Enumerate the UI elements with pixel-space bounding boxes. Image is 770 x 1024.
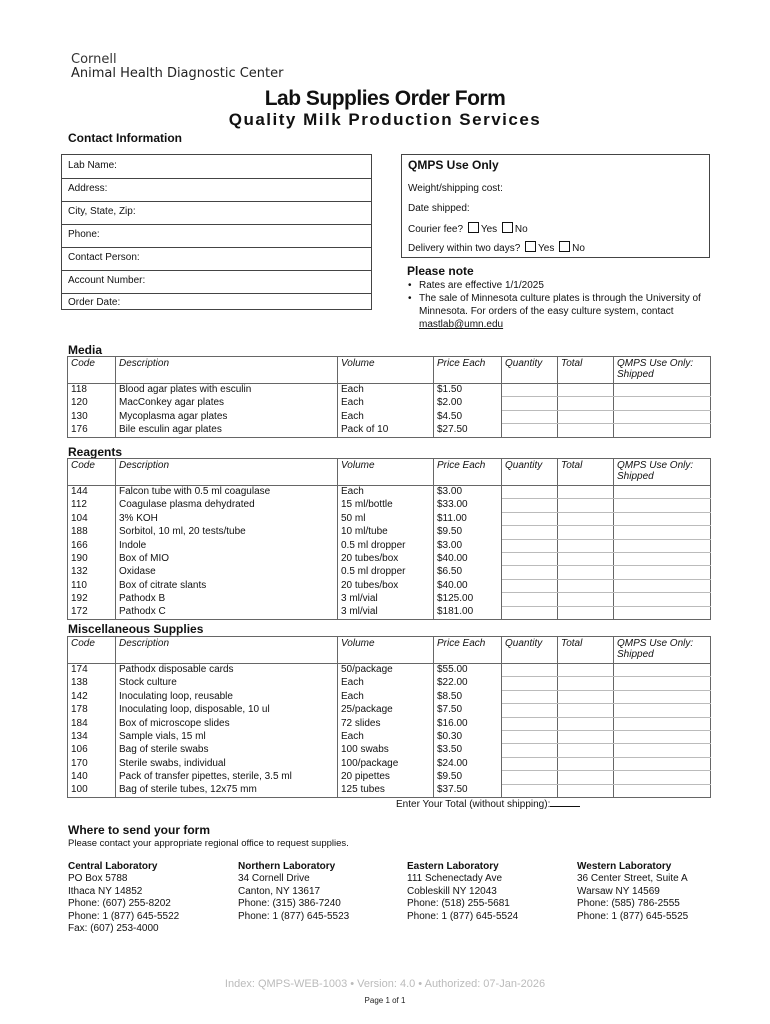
cell-total[interactable]	[558, 486, 614, 499]
cell-qmps-shipped[interactable]	[614, 486, 711, 499]
cell-total[interactable]	[558, 384, 614, 397]
qmps-delivery-row	[408, 241, 585, 254]
divider	[62, 293, 371, 294]
yes-label: Yes	[480, 224, 498, 235]
cell-description: MacConkey agar plates	[116, 397, 338, 410]
cell-code: 120	[68, 397, 116, 410]
cell-description: Blood agar plates with esculin	[116, 384, 338, 397]
cell-qmps-shipped[interactable]	[614, 744, 711, 757]
cell-price: $3.00	[434, 486, 502, 499]
page-title: Lab Supplies Order Form	[264, 87, 506, 110]
cell-code: 144	[68, 486, 116, 499]
reagents-heading: Reagents	[68, 445, 123, 459]
cell-code: 174	[68, 664, 116, 677]
lab-address-line: Ithaca NY 14852	[68, 885, 143, 897]
cell-code: 192	[68, 593, 116, 606]
footer-index: Index: QMPS-WEB-1003 • Version: 4.0 • Authorized: 07-Jan-2026	[224, 978, 546, 990]
cell-price: $40.00	[434, 579, 502, 592]
cell-quantity[interactable]	[502, 499, 558, 512]
cell-total[interactable]	[558, 664, 614, 677]
cell-price: $9.50	[434, 771, 502, 784]
table-row	[68, 593, 711, 606]
cell-total[interactable]	[558, 744, 614, 757]
cell-description: Oxidase	[116, 566, 338, 579]
cell-qmps-shipped[interactable]	[614, 606, 711, 619]
table-row	[68, 486, 711, 499]
cell-price: $9.50	[434, 526, 502, 539]
cell-quantity[interactable]	[502, 424, 558, 437]
cell-volume: Each	[338, 690, 434, 703]
cell-description: Pathodx B	[116, 593, 338, 606]
field-lab-name[interactable]: Lab Name:	[68, 160, 117, 171]
cell-qmps-shipped[interactable]	[614, 552, 711, 565]
cell-description: Mycoplasma agar plates	[116, 410, 338, 423]
cell-price: $1.50	[434, 384, 502, 397]
cell-total[interactable]	[558, 512, 614, 525]
cell-code: 142	[68, 690, 116, 703]
lab-address-line: Cobleskill NY 12043	[407, 885, 497, 897]
qmps-date-shipped: Date shipped:	[408, 203, 470, 214]
cell-qmps-shipped[interactable]	[614, 384, 711, 397]
reagents-table	[67, 458, 711, 620]
field-address[interactable]: Address:	[68, 183, 108, 194]
org-name-line1: Cornell	[71, 52, 117, 67]
lab-northern	[238, 861, 349, 923]
lab-name: Northern Laboratory	[238, 861, 336, 872]
cell-total[interactable]	[558, 526, 614, 539]
column-header-price: Price Each	[434, 637, 502, 664]
where-heading: Where to send your form	[68, 823, 211, 837]
cell-description: Inoculating loop, reusable	[116, 690, 338, 703]
lab-address-line: Fax: (607) 253-4000	[68, 923, 159, 935]
total-label: Enter Your Total (without shipping):	[396, 799, 551, 810]
column-header-total: Total	[558, 637, 614, 664]
column-header-description: Description	[116, 357, 338, 384]
cell-code: 184	[68, 717, 116, 730]
note-title: Please note	[407, 264, 474, 278]
cell-description: Bile esculin agar plates	[116, 424, 338, 437]
cell-description: 3% KOH	[116, 512, 338, 525]
column-header-volume: Volume	[338, 637, 434, 664]
table-row	[68, 757, 711, 770]
cell-code: 104	[68, 512, 116, 525]
no-label: No	[572, 243, 585, 254]
cell-qmps-shipped[interactable]	[614, 717, 711, 730]
cell-price: $3.00	[434, 539, 502, 552]
cell-volume: 20 tubes/box	[338, 579, 434, 592]
cell-quantity[interactable]	[502, 606, 558, 619]
cell-price: $7.50	[434, 704, 502, 717]
cell-volume: 3 ml/vial	[338, 606, 434, 619]
cell-total[interactable]	[558, 579, 614, 592]
column-header-qmps: QMPS Use Only: Shipped	[614, 459, 711, 486]
cell-code: 138	[68, 677, 116, 690]
cell-total[interactable]	[558, 606, 614, 619]
cell-volume: Each	[338, 410, 434, 423]
divider	[62, 178, 371, 179]
cell-quantity[interactable]	[502, 486, 558, 499]
cell-qmps-shipped[interactable]	[614, 690, 711, 703]
cell-quantity[interactable]	[502, 410, 558, 423]
cell-qmps-shipped[interactable]	[614, 526, 711, 539]
divider	[62, 201, 371, 202]
cell-total[interactable]	[558, 771, 614, 784]
lab-address-line: 34 Cornell Drive	[238, 873, 310, 885]
column-header-qmps: QMPS Use Only: Shipped	[614, 357, 711, 384]
total-entry[interactable]	[396, 799, 580, 810]
cell-price: $40.00	[434, 552, 502, 565]
cell-qmps-shipped[interactable]	[614, 579, 711, 592]
cell-qmps-shipped[interactable]	[614, 410, 711, 423]
cell-qmps-shipped[interactable]	[614, 424, 711, 437]
cell-code: 110	[68, 579, 116, 592]
cell-volume: 50/package	[338, 664, 434, 677]
lab-address-line: Phone: 1 (877) 645-5522	[68, 910, 180, 922]
table-row	[68, 730, 711, 743]
table-row	[68, 664, 711, 677]
cell-code: 140	[68, 771, 116, 784]
email-link[interactable]: mastlab@umn.edu	[419, 319, 504, 330]
cell-price: $8.50	[434, 690, 502, 703]
cell-price: $11.00	[434, 512, 502, 525]
cell-total[interactable]	[558, 690, 614, 703]
cell-code: 112	[68, 499, 116, 512]
cell-description: Box of citrate slants	[116, 579, 338, 592]
cell-quantity[interactable]	[502, 397, 558, 410]
notes-list	[407, 279, 707, 331]
cell-code: 176	[68, 424, 116, 437]
table-row	[68, 771, 711, 784]
column-header-total: Total	[558, 459, 614, 486]
cell-volume: 100/package	[338, 757, 434, 770]
cell-quantity[interactable]	[502, 539, 558, 552]
lab-name: Central Laboratory	[68, 861, 158, 872]
cell-qmps-shipped[interactable]	[614, 512, 711, 525]
cell-code: 190	[68, 552, 116, 565]
lab-address-line: Warsaw NY 14569	[577, 885, 660, 897]
field-account-number[interactable]: Account Number:	[68, 275, 146, 286]
cell-price: $22.00	[434, 677, 502, 690]
misc-table	[67, 636, 711, 798]
cell-price: $181.00	[434, 606, 502, 619]
cell-total[interactable]	[558, 593, 614, 606]
cell-description: Sorbitol, 10 ml, 20 tests/tube	[116, 526, 338, 539]
cell-quantity[interactable]	[502, 704, 558, 717]
lab-address-line: PO Box 5788	[68, 873, 128, 885]
note-text: The sale of Minnesota culture plates is through the University of Minnesota. For orders of the easy culture system, contact	[419, 293, 701, 317]
cell-quantity[interactable]	[502, 757, 558, 770]
table-row	[68, 424, 711, 437]
column-header-description: Description	[116, 637, 338, 664]
media-heading: Media	[68, 343, 103, 357]
cell-code: 100	[68, 784, 116, 797]
column-header-quantity: Quantity	[502, 357, 558, 384]
cell-total[interactable]	[558, 397, 614, 410]
lab-address-line: Phone: 1 (877) 645-5524	[407, 910, 519, 922]
cell-qmps-shipped[interactable]	[614, 730, 711, 743]
cell-code: 170	[68, 757, 116, 770]
cell-price: $125.00	[434, 593, 502, 606]
cell-volume: Each	[338, 384, 434, 397]
lab-name: Eastern Laboratory	[407, 861, 499, 872]
cell-volume: 125 tubes	[338, 784, 434, 797]
cell-price: $33.00	[434, 499, 502, 512]
cell-quantity[interactable]	[502, 526, 558, 539]
column-header-code: Code	[68, 637, 116, 664]
field-phone[interactable]: Phone:	[68, 229, 100, 240]
cell-total[interactable]	[558, 566, 614, 579]
divider	[62, 247, 371, 248]
lab-address-line: Phone: 1 (877) 645-5525	[577, 910, 689, 922]
cell-total[interactable]	[558, 552, 614, 565]
table-row	[68, 606, 711, 619]
cell-total[interactable]	[558, 757, 614, 770]
cell-total[interactable]	[558, 730, 614, 743]
cell-price: $16.00	[434, 717, 502, 730]
column-header-volume: Volume	[338, 357, 434, 384]
table-row	[68, 410, 711, 423]
cell-volume: 10 ml/tube	[338, 526, 434, 539]
no-label: No	[514, 224, 528, 235]
cell-qmps-shipped[interactable]	[614, 499, 711, 512]
cell-code: 172	[68, 606, 116, 619]
cell-description: Stock culture	[116, 677, 338, 690]
cell-total[interactable]	[558, 784, 614, 797]
cell-quantity[interactable]	[502, 771, 558, 784]
divider	[62, 270, 371, 271]
cell-volume: 0.5 ml dropper	[338, 566, 434, 579]
note-text: Rates are effective 1/1/2025	[419, 280, 544, 291]
cell-qmps-shipped[interactable]	[614, 566, 711, 579]
cell-volume: 100 swabs	[338, 744, 434, 757]
cell-code: 106	[68, 744, 116, 757]
column-header-volume: Volume	[338, 459, 434, 486]
cell-description: Bag of sterile tubes, 12x75 mm	[116, 784, 338, 797]
cell-code: 118	[68, 384, 116, 397]
table-row	[68, 384, 711, 397]
cell-volume: 20 tubes/box	[338, 552, 434, 565]
cell-price: $0.30	[434, 730, 502, 743]
cell-price: $27.50	[434, 424, 502, 437]
cell-price: $3.50	[434, 744, 502, 757]
cell-quantity[interactable]	[502, 512, 558, 525]
contact-heading: Contact Information	[68, 131, 182, 145]
cell-code: 134	[68, 730, 116, 743]
cell-volume: Each	[338, 730, 434, 743]
media-table	[67, 356, 711, 438]
column-header-code: Code	[68, 459, 116, 486]
table-row	[68, 539, 711, 552]
cell-total[interactable]	[558, 717, 614, 730]
cell-volume: 72 slides	[338, 717, 434, 730]
lab-western	[577, 861, 688, 923]
column-header-quantity: Quantity	[502, 637, 558, 664]
table-row	[68, 512, 711, 525]
cell-qmps-shipped[interactable]	[614, 397, 711, 410]
footer-page: Page 1 of 1	[364, 996, 406, 1005]
column-header-price: Price Each	[434, 459, 502, 486]
courier-label: Courier fee?	[408, 224, 464, 235]
where-subtext: Please contact your appropriate regional office to request supplies.	[68, 838, 349, 849]
cell-volume: Pack of 10	[338, 424, 434, 437]
cell-volume: 3 ml/vial	[338, 593, 434, 606]
cell-quantity[interactable]	[502, 677, 558, 690]
cell-price: $55.00	[434, 664, 502, 677]
cell-description: Bag of sterile swabs	[116, 744, 338, 757]
cell-quantity[interactable]	[502, 690, 558, 703]
table-row	[68, 566, 711, 579]
cell-quantity[interactable]	[502, 744, 558, 757]
cell-description: Coagulase plasma dehydrated	[116, 499, 338, 512]
table-row	[68, 704, 711, 717]
cell-volume: Each	[338, 397, 434, 410]
cell-total[interactable]	[558, 499, 614, 512]
cell-description: Sterile swabs, individual	[116, 757, 338, 770]
org-name-line2: Animal Health Diagnostic Center	[71, 66, 284, 81]
column-header-description: Description	[116, 459, 338, 486]
table-row	[68, 552, 711, 565]
cell-price: $2.00	[434, 397, 502, 410]
delivery-no-checkbox[interactable]	[559, 241, 570, 252]
contact-form	[61, 154, 372, 310]
table-row	[68, 717, 711, 730]
cell-quantity[interactable]	[502, 664, 558, 677]
cell-quantity[interactable]	[502, 566, 558, 579]
cell-qmps-shipped[interactable]	[614, 539, 711, 552]
cell-code: 188	[68, 526, 116, 539]
cell-qmps-shipped[interactable]	[614, 784, 711, 797]
lab-name: Western Laboratory	[577, 861, 672, 872]
cell-price: $24.00	[434, 757, 502, 770]
lab-address-line: Phone: (315) 386-7240	[238, 898, 341, 910]
table-row	[68, 784, 711, 797]
cell-code: 178	[68, 704, 116, 717]
qmps-courier-row	[408, 222, 528, 235]
cell-total[interactable]	[558, 704, 614, 717]
divider	[62, 224, 371, 225]
cell-description: Box of microscope slides	[116, 717, 338, 730]
column-header-price: Price Each	[434, 357, 502, 384]
courier-yes-checkbox[interactable]	[468, 222, 479, 233]
cell-qmps-shipped[interactable]	[614, 704, 711, 717]
table-row	[68, 690, 711, 703]
cell-description: Sample vials, 15 ml	[116, 730, 338, 743]
lab-address-line: 111 Schenectady Ave	[407, 873, 503, 885]
cell-code: 130	[68, 410, 116, 423]
lab-address-line: Phone: (607) 255-8202	[68, 898, 171, 910]
column-header-qmps: QMPS Use Only: Shipped	[614, 637, 711, 664]
qmps-weight: Weight/shipping cost:	[408, 183, 503, 194]
delivery-yes-checkbox[interactable]	[525, 241, 536, 252]
cell-code: 132	[68, 566, 116, 579]
cell-code: 166	[68, 539, 116, 552]
cell-price: $4.50	[434, 410, 502, 423]
note-item	[407, 292, 707, 331]
cell-quantity[interactable]	[502, 552, 558, 565]
cell-quantity[interactable]	[502, 384, 558, 397]
yes-label: Yes	[538, 243, 555, 254]
cell-quantity[interactable]	[502, 730, 558, 743]
column-header-code: Code	[68, 357, 116, 384]
cell-price: $37.50	[434, 784, 502, 797]
cell-volume: 20 pipettes	[338, 771, 434, 784]
table-row	[68, 397, 711, 410]
cell-price: $6.50	[434, 566, 502, 579]
note-item	[407, 279, 707, 292]
lab-address-line: Phone: (585) 786-2555	[577, 898, 680, 910]
table-row	[68, 579, 711, 592]
cell-description: Inoculating loop, disposable, 10 ul	[116, 704, 338, 717]
cell-total[interactable]	[558, 539, 614, 552]
lab-eastern	[407, 861, 518, 923]
lab-address-line: Phone: (518) 255-5681	[407, 898, 510, 910]
cell-quantity[interactable]	[502, 717, 558, 730]
column-header-total: Total	[558, 357, 614, 384]
cell-quantity[interactable]	[502, 593, 558, 606]
cell-volume: Each	[338, 486, 434, 499]
table-row	[68, 499, 711, 512]
field-contact-person[interactable]: Contact Person:	[68, 252, 140, 263]
cell-qmps-shipped[interactable]	[614, 593, 711, 606]
cell-description: Pathodx disposable cards	[116, 664, 338, 677]
qmps-title: QMPS Use Only	[408, 158, 499, 172]
page-subtitle: Quality Milk Production Services	[228, 110, 542, 129]
cell-description: Indole	[116, 539, 338, 552]
cell-volume: 50 ml	[338, 512, 434, 525]
table-row	[68, 526, 711, 539]
lab-central	[68, 861, 179, 935]
cell-qmps-shipped[interactable]	[614, 771, 711, 784]
cell-description: Box of MIO	[116, 552, 338, 565]
cell-volume: 15 ml/bottle	[338, 499, 434, 512]
table-row	[68, 744, 711, 757]
cell-description: Pathodx C	[116, 606, 338, 619]
cell-volume: 0.5 ml dropper	[338, 539, 434, 552]
courier-no-checkbox[interactable]	[502, 222, 513, 233]
delivery-label: Delivery within two days?	[408, 243, 521, 254]
cell-volume: 25/package	[338, 704, 434, 717]
cell-qmps-shipped[interactable]	[614, 677, 711, 690]
cell-volume: Each	[338, 677, 434, 690]
cell-total[interactable]	[558, 424, 614, 437]
field-city-state-zip[interactable]: City, State, Zip:	[68, 206, 136, 217]
table-row	[68, 677, 711, 690]
cell-total[interactable]	[558, 410, 614, 423]
misc-heading: Miscellaneous Supplies	[68, 622, 204, 636]
lab-address-line: 36 Center Street, Suite A	[577, 873, 688, 885]
cell-qmps-shipped[interactable]	[614, 664, 711, 677]
cell-description: Falcon tube with 0.5 ml coagulase	[116, 486, 338, 499]
qmps-use-box	[401, 154, 710, 258]
cell-total[interactable]	[558, 677, 614, 690]
column-header-quantity: Quantity	[502, 459, 558, 486]
cell-quantity[interactable]	[502, 784, 558, 797]
field-order-date[interactable]: Order Date:	[68, 297, 121, 308]
cell-qmps-shipped[interactable]	[614, 757, 711, 770]
cell-description: Pack of transfer pipettes, sterile, 3.5 ml	[116, 771, 338, 784]
cell-quantity[interactable]	[502, 579, 558, 592]
lab-address-line: Canton, NY 13617	[238, 885, 321, 897]
lab-address-line: Phone: 1 (877) 645-5523	[238, 910, 350, 922]
